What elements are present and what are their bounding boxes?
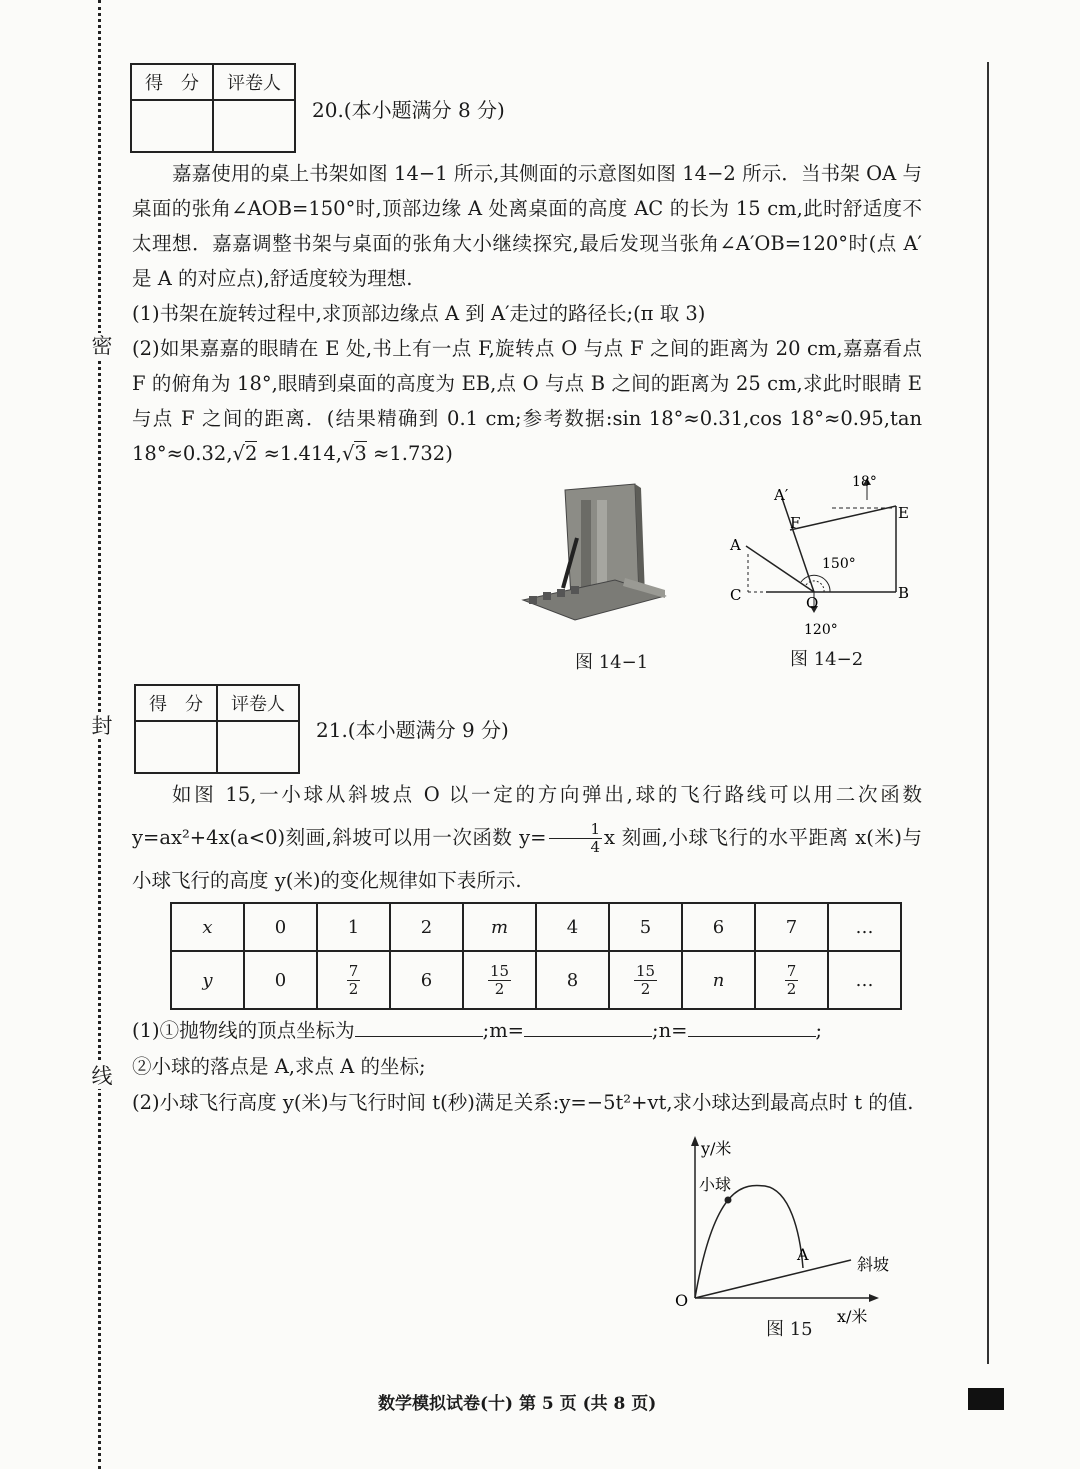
label-a: A [730, 536, 741, 554]
q20-intro: 嘉嘉使用的桌上书架如图 14−1 所示,其侧面的示意图如图 14−2 所示．当书架 OA 与桌面的张角∠AOB=150°时,顶部边缘 A 处离桌面的高度 AC 的长为 15 cm,此时舒适度不太理想．嘉嘉调整书架与桌面的张角大小继续探究,最后发现当张角∠A′OB=120°时(点 A′是 A 的对应点),舒适度较为理想. [132, 162, 922, 290]
x-value-cell: 7 [755, 903, 828, 951]
q21-part1-b: ②小球的落点是 A,求点 A 的坐标; [132, 1055, 426, 1078]
q21-intro-a: 如图 15,一小球从斜坡点 O 以一定的方向弹出,球的飞行路线可以用二次函数 y=ax²+4x(a<0)刻画,斜坡可以用一次函数 y= [132, 783, 922, 849]
x-value-cell: 1 [317, 903, 390, 951]
fraction: $\frac{7}{2}$ [348, 961, 359, 998]
y-value-cell: 0 [244, 951, 317, 1009]
q20-score-table [130, 63, 296, 153]
y-axis-label: y/米 [701, 1139, 732, 1158]
x-value-cell: 2 [390, 903, 463, 951]
ball-point [725, 1197, 732, 1204]
seal-char-xian: 线 [91, 1064, 113, 1088]
table-row-x [171, 903, 901, 951]
label-angle-120: 120° [804, 622, 838, 638]
y-value-cell [317, 951, 390, 1009]
origin-label: O [675, 1291, 689, 1310]
x-value-cell: 5 [609, 903, 682, 951]
slope-fraction: $\frac{1}{4}$ [549, 821, 603, 856]
grader-header: 评卷人 [213, 64, 295, 100]
sqrt-3: √3 [341, 442, 367, 465]
label-o: O [806, 594, 819, 612]
y-value-cell: 8 [536, 951, 609, 1009]
fraction: $\frac{15}{2}$ [635, 961, 656, 998]
score-header: 得 分 [131, 64, 213, 100]
figure-14-1-bookshelf [515, 478, 675, 628]
x-value-cell: 0 [244, 903, 317, 951]
x-value-cell: m [463, 903, 536, 951]
slope-label: 斜坡 [857, 1255, 890, 1274]
y-header: y [171, 951, 244, 1009]
q21-part1-line [132, 1013, 922, 1049]
page-corner-mark [968, 1388, 1004, 1410]
x-value-cell: 6 [682, 903, 755, 951]
q20-part2-text: (2)如果嘉嘉的眼睛在 E 处,书上有一点 F,旋转点 O 与点 F 之间的距离为 20 cm,嘉嘉看点 F 的俯角为 18°,眼睛到桌面的高度为 EB,点 O 与点 B 之间的距离为 25 cm,求此时眼睛 E 与点 F 之间的距离．(结果精确到 0.1 cm;参考数据:sin 18°≈0.31,cos 18°≈0.95,tan 18°≈0.32, [132, 337, 922, 465]
q21-part2: (2)小球飞行高度 y(米)与飞行时间 t(秒)满足关系:y=−5t²+vt,求小球达到最高点时 t 的值. [132, 1091, 914, 1114]
line-ao [746, 546, 814, 592]
xy-data-table [170, 902, 902, 1010]
y-value-cell: … [828, 951, 901, 1009]
y-value-cell [463, 951, 536, 1009]
label-a-prime: A′ [774, 486, 789, 504]
x-axis-label: x/米 [837, 1307, 868, 1326]
seal-char-mi: 密 [91, 334, 113, 358]
slope-line [695, 1260, 851, 1298]
label-b: B [898, 584, 910, 602]
m-label: ;m= [482, 1019, 525, 1042]
trajectory-curve [695, 1185, 803, 1298]
score-cell [131, 100, 213, 152]
sqrt-2-approx: ≈1.414, [263, 442, 342, 465]
q21-part1-a: (1)①抛物线的顶点坐标为 [132, 1019, 355, 1042]
x-value-cell: … [828, 903, 901, 951]
figure-14-1-caption: 图 14−1 [575, 652, 649, 673]
angle-arc [801, 575, 830, 592]
y-value-cell [755, 951, 828, 1009]
line-a-prime-o [782, 498, 814, 592]
blank-m [524, 1016, 652, 1037]
ball-label: 小球 [699, 1175, 732, 1194]
q20-title: 20.(本小题满分 8 分) [312, 98, 505, 122]
figure-14-2-caption: 图 14−2 [790, 649, 864, 670]
score-header: 得 分 [135, 685, 217, 721]
figure-15-graph [665, 1132, 905, 1342]
label-angle-150: 150° [822, 556, 856, 572]
end-semicolon: ; [815, 1019, 823, 1042]
n-label: ;n= [652, 1019, 688, 1042]
q20-part1: (1)书架在旋转过程中,求顶部边缘点 A 到 A′走过的路径长;(π 取 3) [132, 302, 706, 325]
fraction: $\frac{15}{2}$ [489, 961, 510, 998]
grader-cell [213, 100, 295, 152]
x-value-cell: 4 [536, 903, 609, 951]
label-angle-18: 18° [852, 474, 877, 490]
y-value-cell [609, 951, 682, 1009]
blank-n [688, 1016, 816, 1037]
point-a-label: A [797, 1245, 809, 1264]
sqrt-2: √2 [232, 442, 258, 465]
x-header: x [171, 903, 244, 951]
label-f: F [790, 514, 801, 532]
label-c: C [730, 586, 742, 604]
right-border-line [987, 62, 989, 1364]
page-footer: 数学模拟试卷(十) 第 5 页 (共 8 页) [378, 1394, 657, 1414]
figure-14-2-diagram [722, 468, 922, 643]
line-fe [790, 506, 896, 530]
q20-body [132, 156, 922, 471]
q21-intro [132, 773, 922, 902]
seal-char-feng: 封 [91, 714, 113, 738]
figure-15-caption: 图 15 [766, 1319, 813, 1340]
q20-part2 [132, 331, 922, 471]
label-e: E [898, 504, 909, 522]
q21-score-table [134, 684, 300, 774]
score-cell [135, 721, 217, 773]
table-row-y [171, 951, 901, 1009]
q21-title: 21.(本小题满分 9 分) [316, 718, 509, 742]
grader-cell [217, 721, 299, 773]
sqrt-3-approx: ≈1.732) [373, 442, 453, 465]
grader-header: 评卷人 [217, 685, 299, 721]
blank-vertex [355, 1016, 483, 1037]
q21-questions [132, 1013, 922, 1121]
y-value-cell: 6 [390, 951, 463, 1009]
fraction: $\frac{7}{2}$ [786, 961, 797, 998]
q21-intro-b: x 刻画,小球飞行的水平距离 x(米)与小球飞行的高度 y(米)的变化规律如下表所示. [132, 826, 922, 892]
y-value-cell: n [682, 951, 755, 1009]
